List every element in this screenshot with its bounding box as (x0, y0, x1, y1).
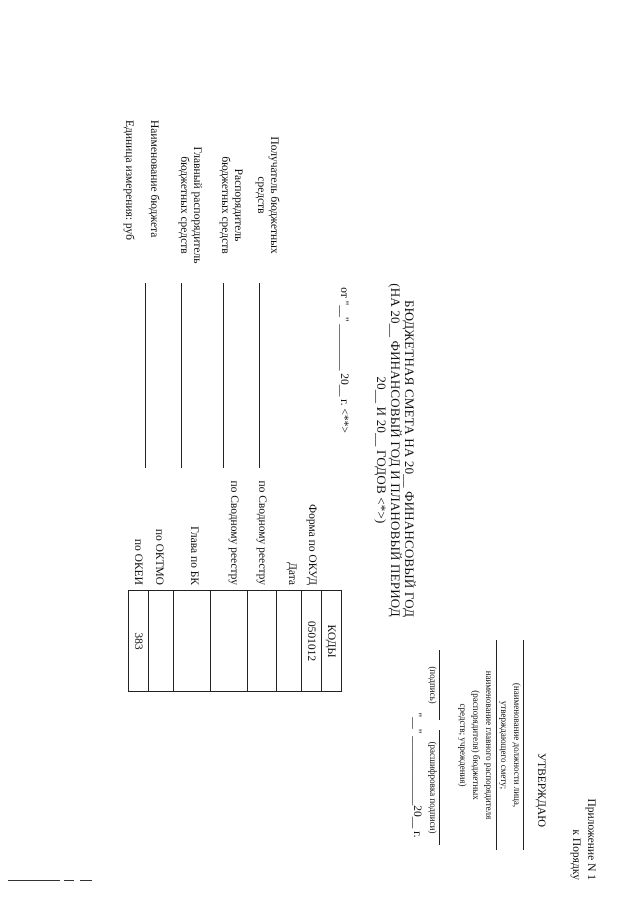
approve-line-1 (523, 640, 524, 850)
heading-line3: 20__ И 20__ ГОДОВ <*>) (374, 376, 389, 524)
label-recipient-1: Получатель бюджетных (268, 136, 280, 254)
approve-caption-4: (распорядителя) бюджетных (471, 690, 481, 800)
codes-table (128, 590, 342, 692)
label-svod-2: по Сводному реестру (228, 480, 240, 585)
approve-title: УТВЕРЖДАЮ (535, 752, 547, 828)
code-okud: 0501012 (302, 591, 322, 692)
label-date: Дата (286, 562, 298, 585)
heading-line2: (НА 20__ ФИНАНСОВЫЙ ГОД И ПЛАНОВЫЙ ПЕРИОД (388, 283, 403, 617)
label-recipient-2: средств (255, 176, 267, 214)
code-oktmo (149, 591, 174, 692)
footnote-line-3 (80, 880, 92, 881)
approve-caption-1: (наименование должности лица, (512, 682, 522, 808)
approve-line-2 (496, 640, 497, 850)
label-okud: Форма по ОКУД (306, 504, 318, 585)
approve-caption-5: средств; учреждения) (458, 703, 468, 787)
approve-caption-2: утверждающего смету; (499, 700, 509, 790)
codes-header: КОДЫ (322, 591, 342, 692)
code-svod-1 (248, 591, 277, 692)
approve-caption-3: наименование главного распорядителя (484, 670, 494, 820)
decode-caption: (расшифровка подписи) (428, 741, 438, 834)
budget-line (145, 283, 146, 468)
code-okei: 383 (129, 591, 149, 692)
heading-line1: БЮДЖЕТНАЯ СМЕТА НА 20__ ФИНАНСОВЫЙ ГОД (402, 300, 417, 618)
approve-date-line: "__" ____________20__ г. (411, 712, 423, 838)
label-budget: Наименование бюджета (148, 120, 160, 238)
decode-line (439, 730, 440, 845)
code-svod-2 (211, 591, 248, 692)
label-manager-2: бюджетных средств (219, 156, 231, 254)
label-manager-1: Распорядитель (232, 168, 244, 242)
sign-line (439, 650, 440, 720)
code-date (277, 591, 302, 692)
label-chief-1: Главный распорядитель (191, 146, 203, 264)
label-okei: по ОКЕИ (132, 538, 144, 585)
footnote-line-2 (64, 880, 74, 881)
manager-line (223, 283, 224, 468)
chief-line (181, 283, 182, 468)
appendix-line2: к Порядку (570, 829, 582, 880)
footnote-line-1 (8, 880, 60, 881)
label-chief-2: бюджетных средств (178, 156, 190, 254)
appendix-line1: Приложение N 1 (585, 798, 597, 880)
code-bk (174, 591, 211, 692)
sign-caption: (подпись) (428, 666, 438, 704)
label-oktmo: по ОКТМО (153, 528, 165, 585)
heading-date: от "__" ________ 20__ г. <**> (338, 287, 350, 433)
recipient-line (259, 283, 260, 468)
label-svod-1: по Сводному реестру (256, 480, 268, 585)
label-unit: Единица измерения: руб (123, 120, 135, 240)
label-bk: Глава по БК (188, 526, 200, 585)
